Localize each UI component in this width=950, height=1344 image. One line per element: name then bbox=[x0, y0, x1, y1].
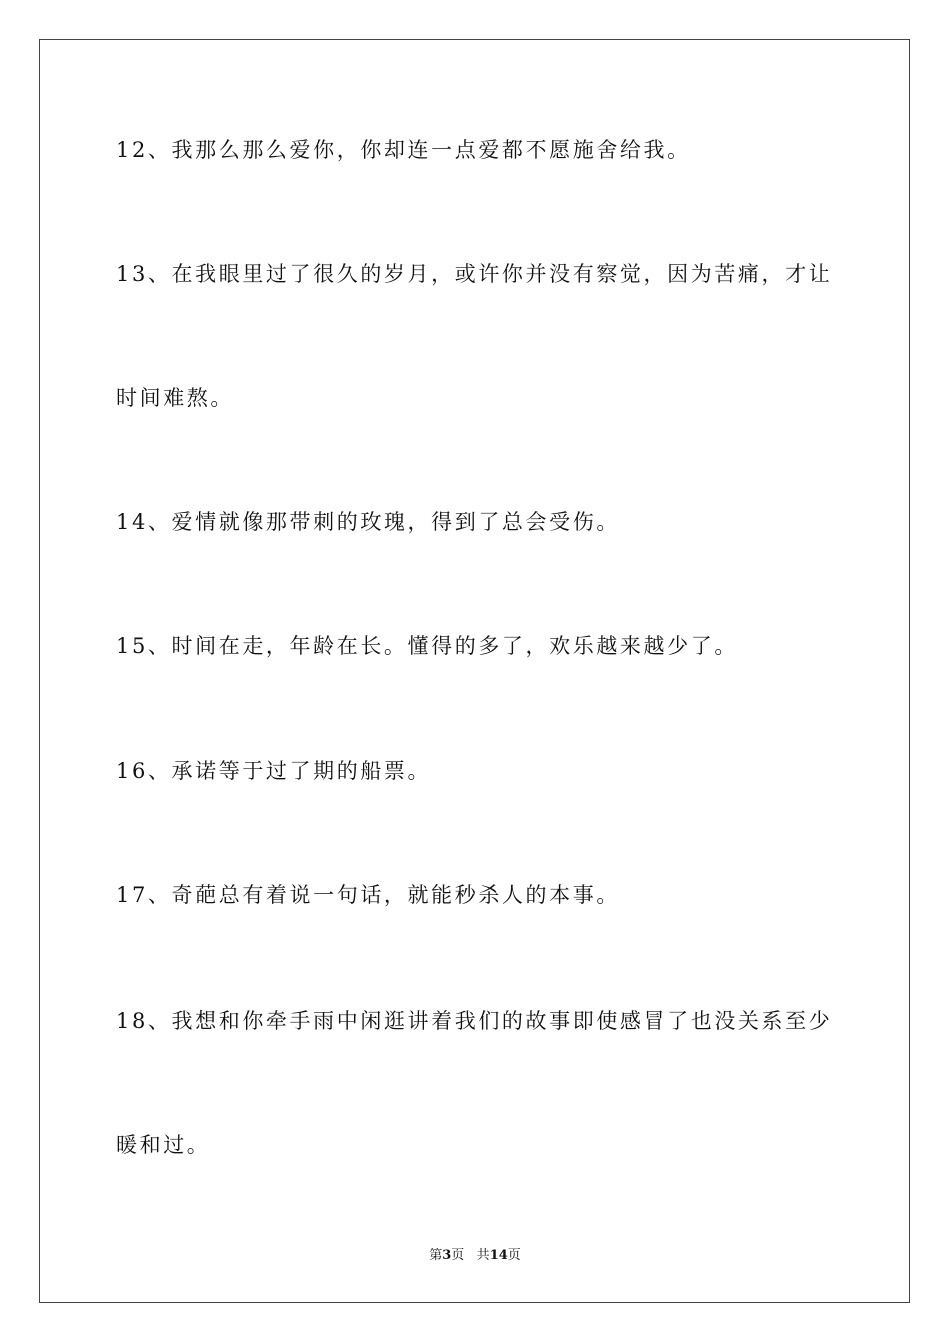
total-pages-number: 14 bbox=[489, 1248, 508, 1263]
page-prefix: 第 bbox=[429, 1248, 443, 1263]
text-line-18: 18、我想和你牵手雨中闲逛讲着我们的故事即使感冒了也没关系至少 bbox=[116, 1009, 833, 1033]
page-footer bbox=[0, 1249, 950, 1262]
current-page-number: 3 bbox=[442, 1248, 452, 1263]
text-line-17: 17、奇葩总有着说一句话，就能秒杀人的本事。 bbox=[116, 883, 620, 907]
page-suffix: 页 bbox=[451, 1248, 465, 1263]
text-line-18-continued: 暖和过。 bbox=[116, 1133, 211, 1157]
text-line-14: 14、爱情就像那带刺的玫瑰，得到了总会受伤。 bbox=[116, 510, 620, 534]
text-line-13: 13、在我眼里过了很久的岁月，或许你并没有察觉，因为苦痛，才让 bbox=[116, 262, 833, 286]
text-line-16: 16、承诺等于过了期的船票。 bbox=[116, 759, 432, 783]
total-prefix: 共 bbox=[476, 1248, 490, 1263]
text-line-12: 12、我那么那么爱你，你却连一点爱都不愿施舍给我。 bbox=[116, 138, 691, 162]
page-border bbox=[39, 39, 910, 1303]
total-suffix: 页 bbox=[507, 1248, 521, 1263]
text-line-15: 15、时间在走，年龄在长。懂得的多了，欢乐越来越少了。 bbox=[116, 634, 738, 658]
text-line-13-continued: 时间难熬。 bbox=[116, 386, 234, 410]
